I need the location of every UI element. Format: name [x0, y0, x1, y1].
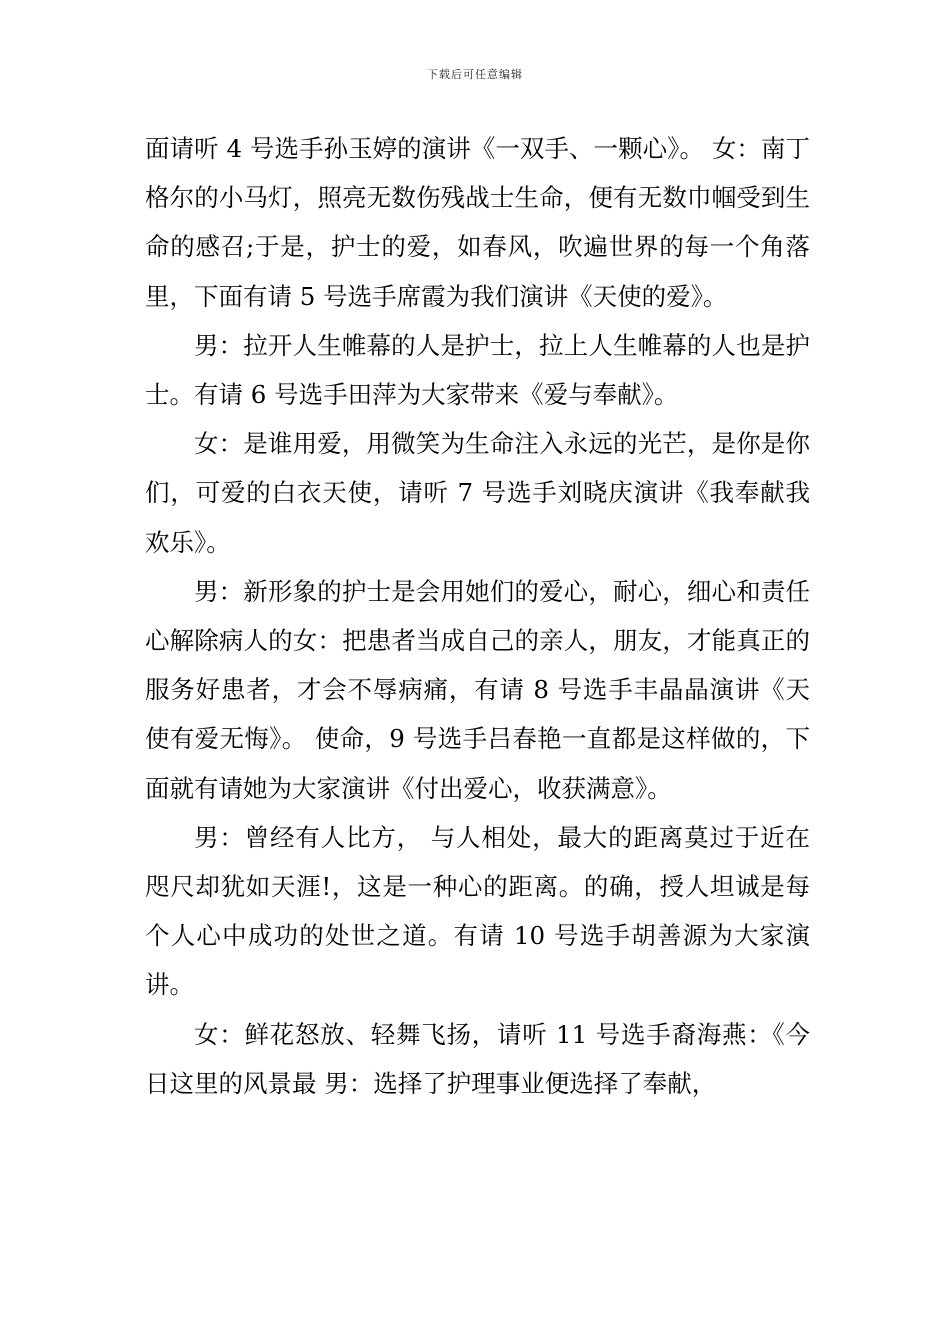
page-header: 下载后可任意编辑: [427, 68, 523, 81]
document-body: [145, 124, 810, 1108]
paragraph-2: 男：拉开人生帷幕的人是护士，拉上人生帷幕的人也是护士。有请 6 号选手田萍为大家带来《爱与奉献》。: [145, 330, 810, 410]
paragraph-6: 女：鲜花怒放、轻舞飞扬，请听 11 号选手裔海燕：《今日这里的风景最 男：选择了护理事业便选择了奉献，: [145, 1019, 810, 1098]
paragraph-3: 女：是谁用爱，用微笑为生命注入永远的光芒，是你是你们，可爱的白衣天使，请听 7 号选手刘晓庆演讲《我奉献我欢乐》。: [145, 429, 810, 557]
paragraph-4: 男：新形象的护士是会用她们的爱心，耐心，细心和责任心解除病人的女：把患者当成自己的亲人，朋友，才能真正的服务好患者，才会不辱病痛，有请 8 号选手丰晶晶演讲《天使有爱无悔》。 使命，9 号选手吕春艳一直都是这样做的，下面就有请她为大家演讲《付出爱心，收获满意》。: [145, 576, 810, 803]
paragraph-1: 面请听 4 号选手孙玉婷的演讲《一双手、一颗心》。 女：南丁格尔的小马灯，照亮无数伤残战士生命，便有无数巾帼受到生命的感召;于是，护士的爱，如春风，吹遍世界的每一个角落里，下面有请 5 号选手席霞为我们演讲《天使的爱》。: [145, 134, 810, 311]
paragraph-5: 男：曾经有人比方， 与人相处，最大的距离莫过于近在咫尺却犹如天涯!，这是一种心的距离。的确，授人坦诚是每个人心中成功的处世之道。有请 10 号选手胡善源为大家演讲。: [145, 822, 810, 1000]
